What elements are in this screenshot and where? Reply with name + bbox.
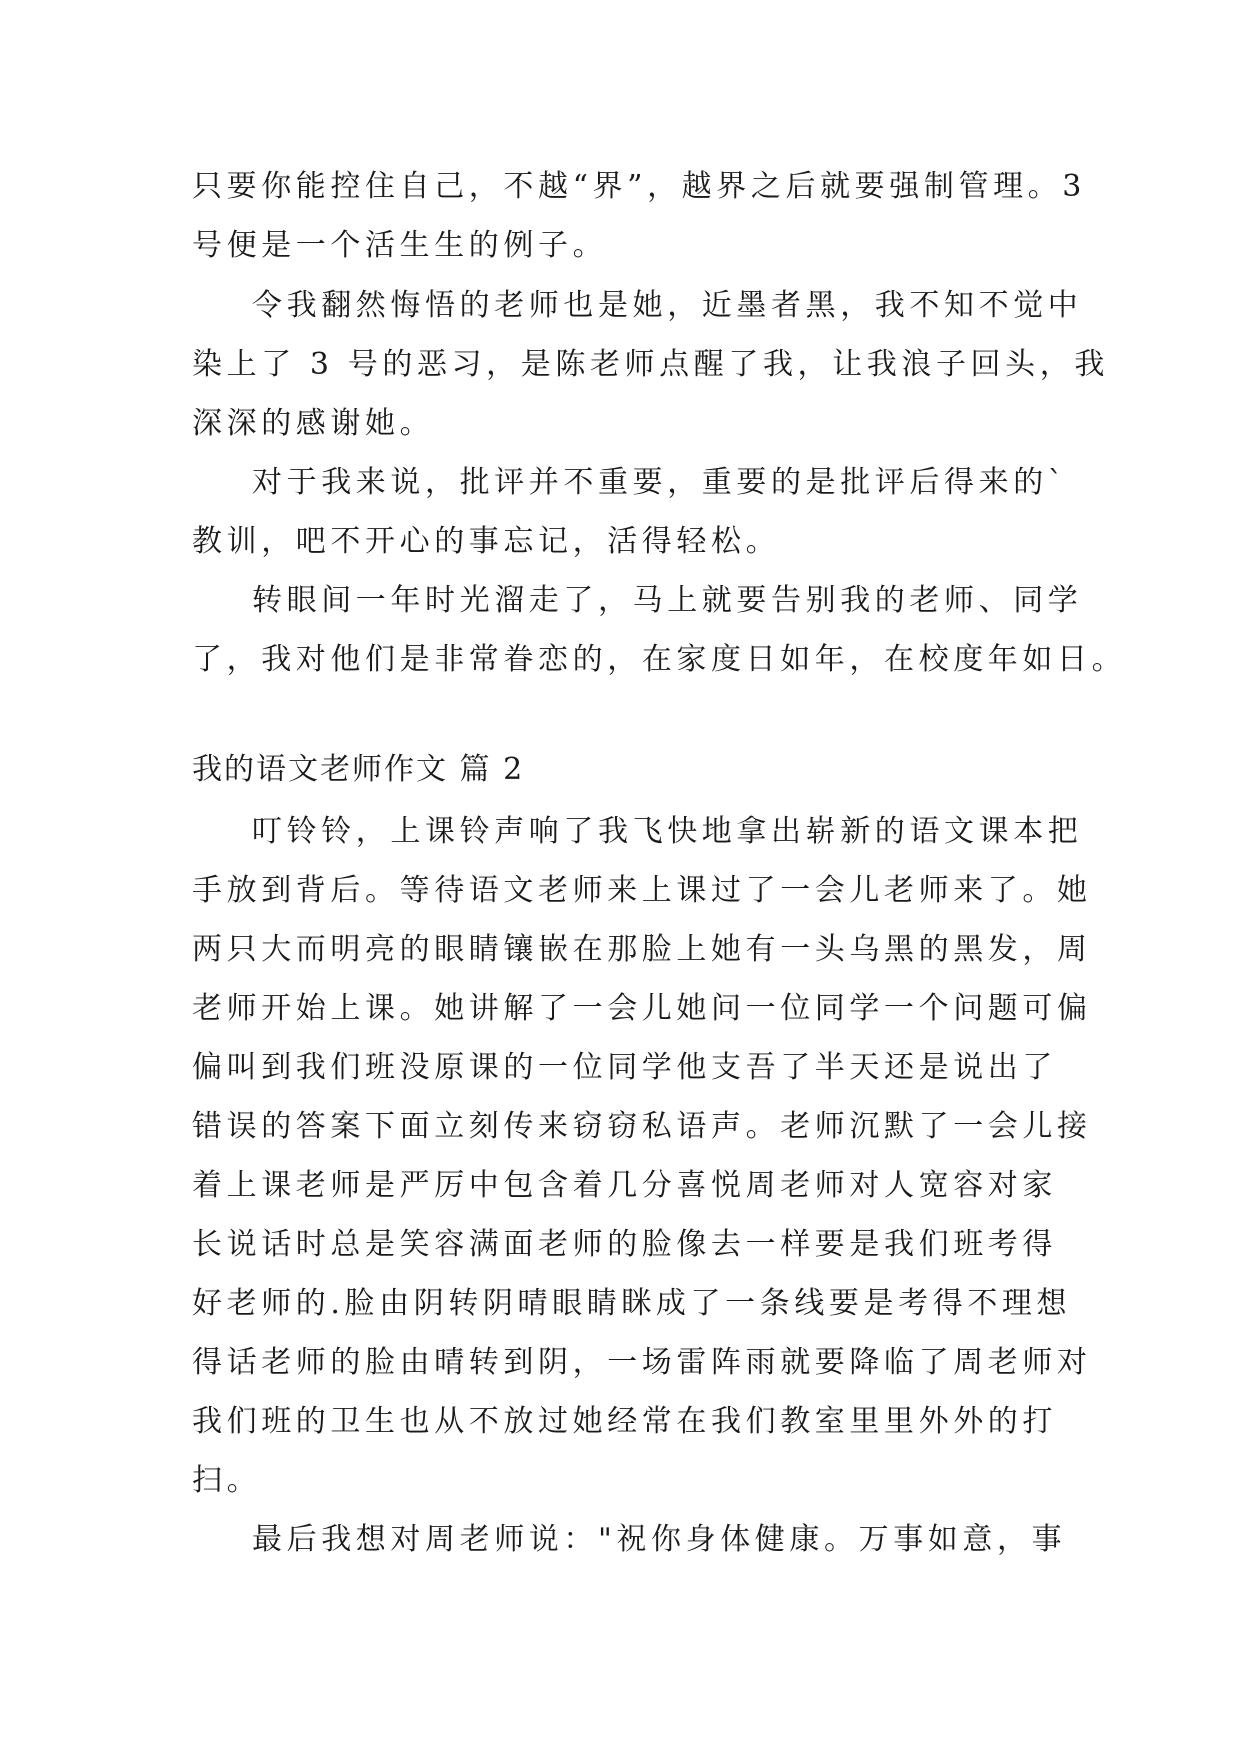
text-line: 染上了 3 号的恶习，是陈老师点醒了我，让我浪子回头，我 [192, 347, 1109, 382]
paragraph-start: 叮铃铃，上课铃声响了我飞快地拿出崭新的语文课本把 [252, 814, 1083, 849]
text-line: 我们班的卫生也从不放过她经常在我们教室里里外外的打 [192, 1404, 1057, 1439]
text-line: 老师开始上课。她讲解了一会儿她问一位同学一个问题可偏 [192, 991, 1092, 1026]
text-line: 手放到背后。等待语文老师来上课过了一会儿老师来了。她 [192, 873, 1092, 908]
text-line: 得话老师的脸由晴转到阴，一场雷阵雨就要降临了周老师对 [192, 1345, 1092, 1380]
paragraph-start: 令我翻然悔悟的老师也是她，近墨者黑，我不知不觉中 [252, 288, 1083, 323]
text-line: 两只大而明亮的眼睛镶嵌在那脸上她有一头乌黑的黑发，周 [192, 932, 1092, 967]
text-line: 深深的感谢她。 [192, 406, 435, 441]
text-line: 错误的答案下面立刻传来窃窃私语声。老师沉默了一会儿接 [192, 1109, 1092, 1144]
text-line: 扫。 [192, 1463, 262, 1498]
paragraph-start: 最后我想对周老师说："祝你身体健康。万事如意，事 [252, 1522, 1067, 1557]
text-line: 只要你能控住自己，不越“界”，越界之后就要强制管理。3 [192, 169, 1086, 204]
text-line: 好老师的.脸由阴转阴晴眼睛眯成了一条线要是考得不理想 [192, 1286, 1072, 1321]
paragraph-start: 对于我来说，批评并不重要，重要的是批评后得来的` [252, 465, 1068, 500]
paragraph-start: 转眼间一年时光溜走了，马上就要告别我的老师、同学 [252, 583, 1083, 618]
text-line: 教训，吧不开心的事忘记，活得轻松。 [192, 524, 781, 559]
section-heading: 我的语文老师作文 篇 2 [192, 752, 525, 787]
text-line: 了，我对他们是非常眷恋的，在家度日如年，在校度年如日。 [192, 642, 1127, 677]
text-line: 长说话时总是笑容满面老师的脸像去一样要是我们班考得 [192, 1227, 1057, 1262]
text-line: 号便是一个活生生的例子。 [192, 228, 608, 263]
text-line: 偏叫到我们班没原课的一位同学他支吾了半天还是说出了 [192, 1050, 1057, 1085]
text-line: 着上课老师是严厉中包含着几分喜悦周老师对人宽容对家 [192, 1168, 1057, 1203]
